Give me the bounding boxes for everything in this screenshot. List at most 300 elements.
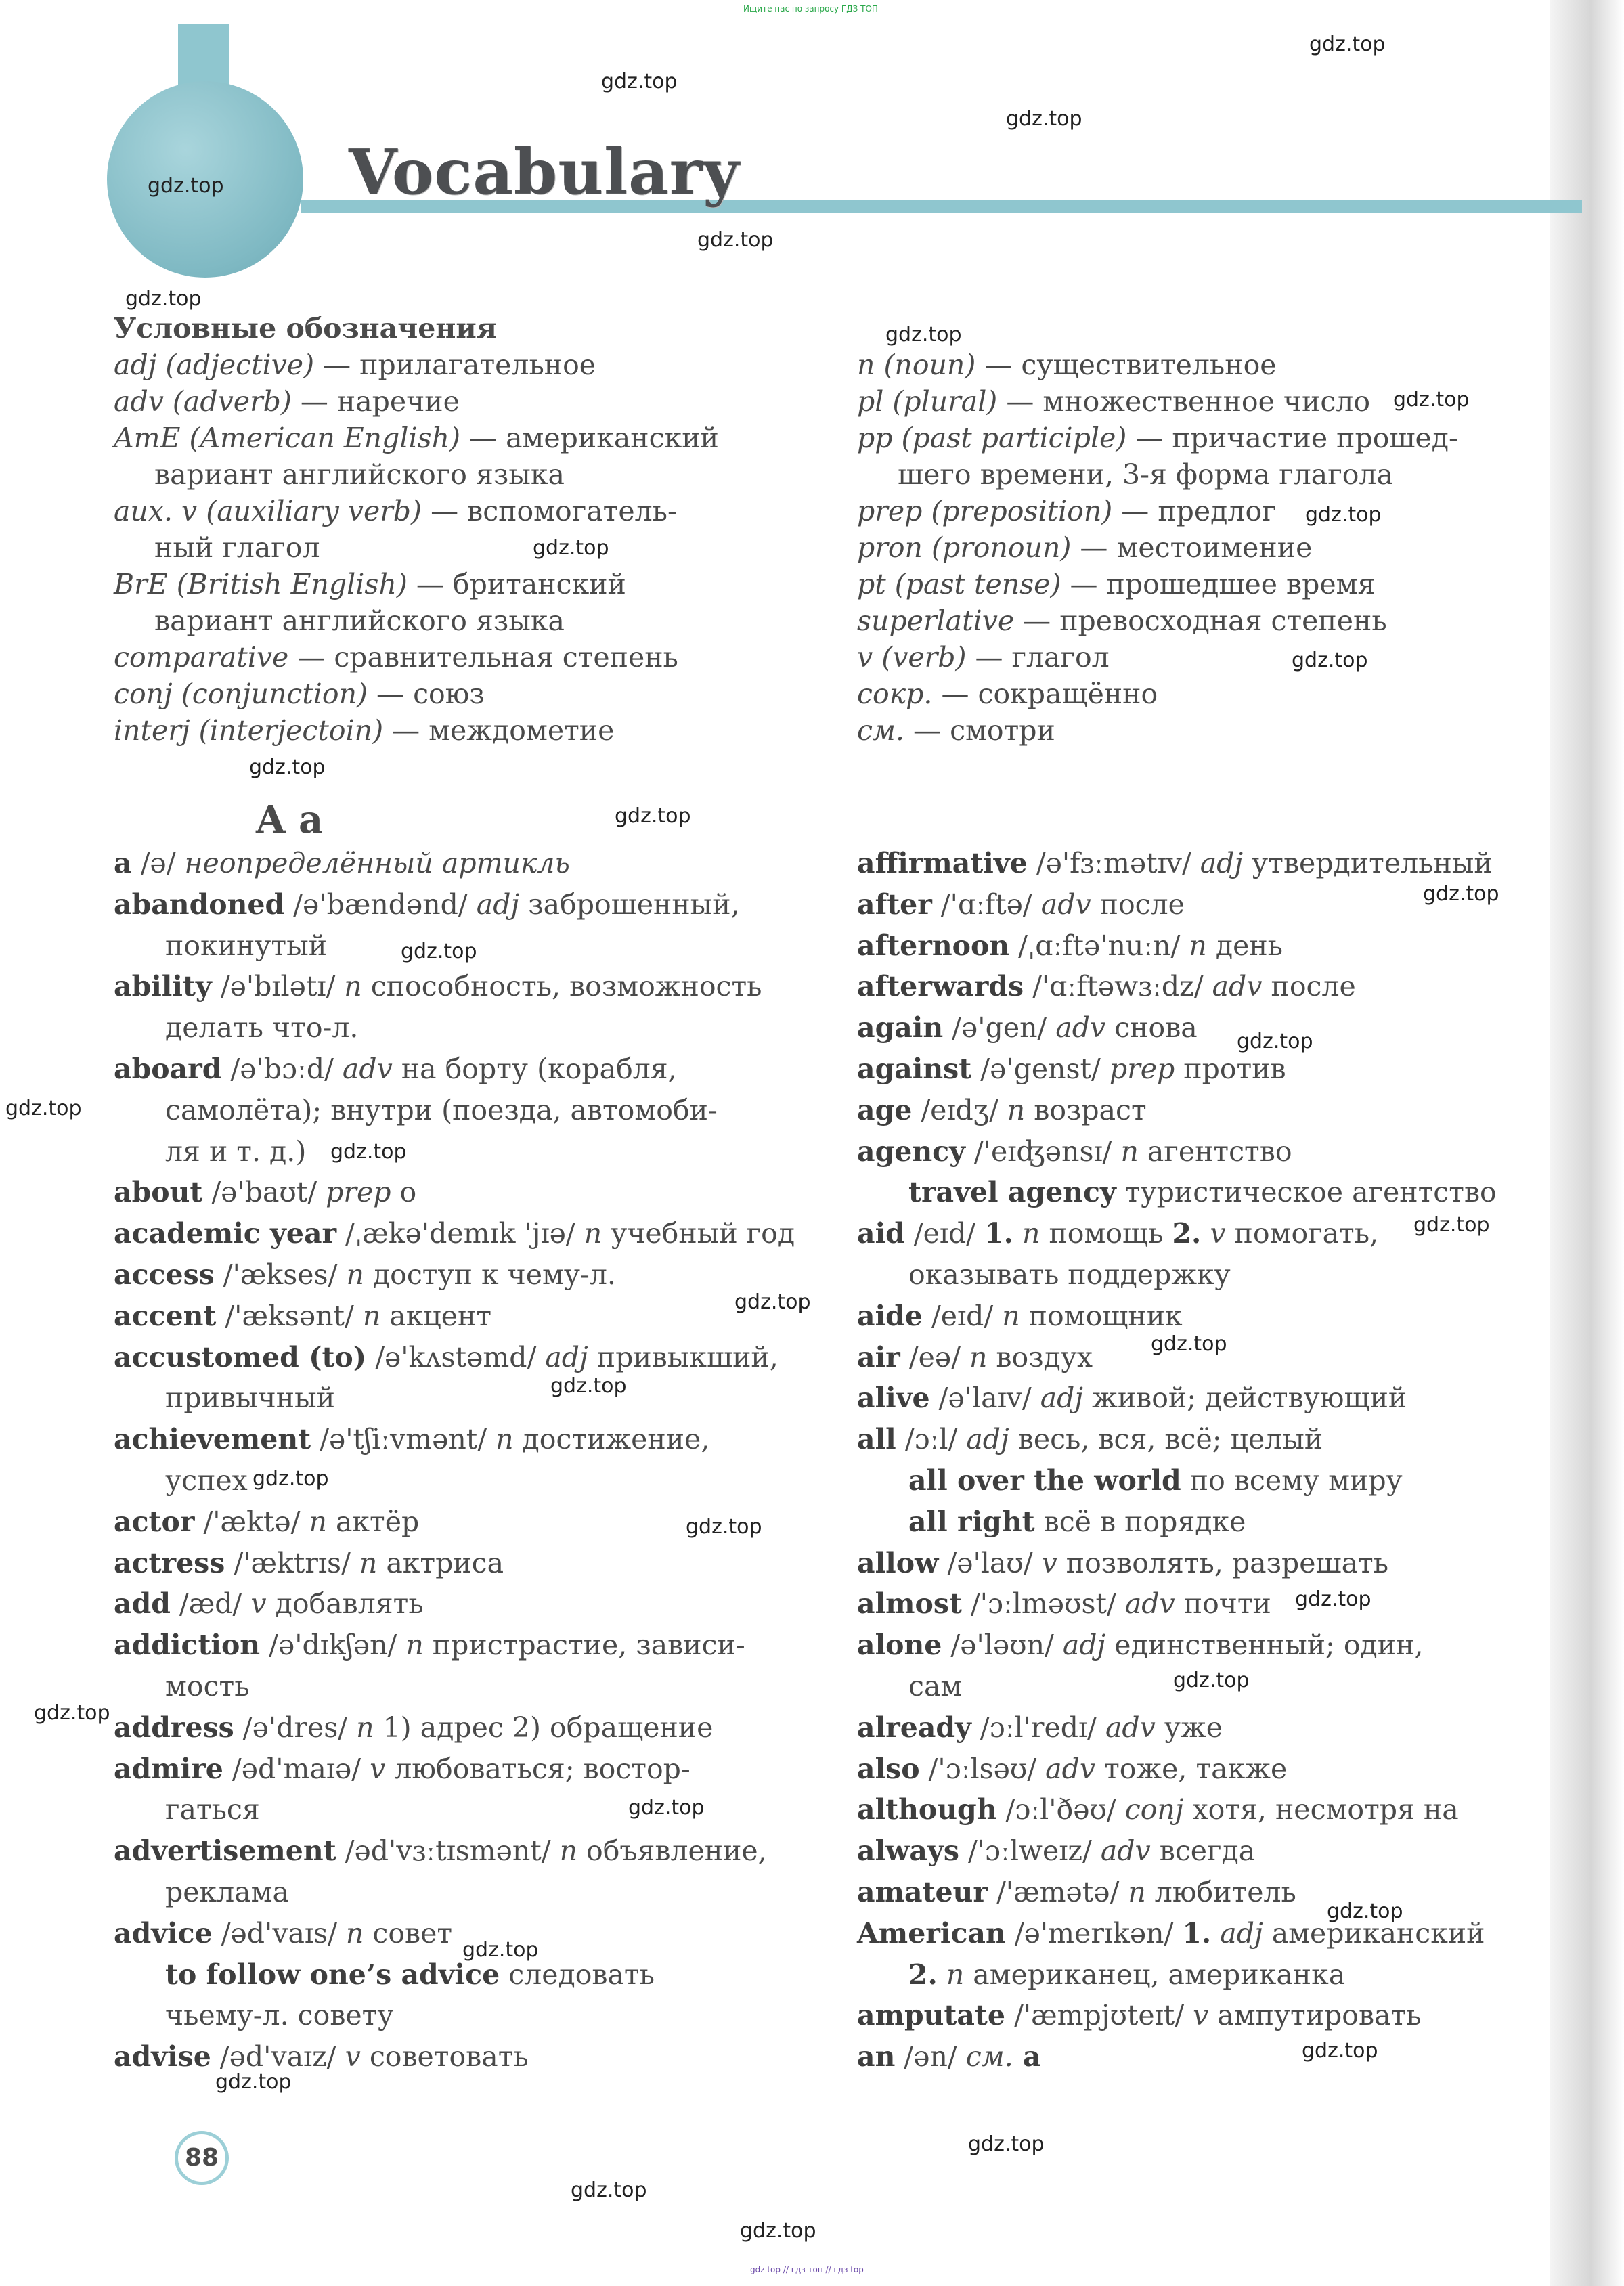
entry-pos: adj [1040,1382,1084,1415]
entry-pos: n [345,1916,364,1950]
watermark-text: gdz.top [330,1140,407,1164]
legend-item [114,566,719,602]
entry-line [857,1995,1497,2036]
entry-translation: покинутый [165,929,328,962]
legend-item [114,456,719,493]
entry-phonetic: /ə'bændənd/ [284,887,477,921]
entry-sense-number: a [1013,2040,1041,2073]
entry-word: abandoned [114,887,285,921]
entry-phonetic: /ə/ [131,847,185,879]
legend-abbr: interj (interjectoin) [114,714,384,747]
legend-abbr: conj (conjunction) [114,678,368,710]
watermark-text: gdz.top [1327,1899,1403,1923]
entry-translation: позволять, разрешать [1057,1546,1389,1579]
entry-word: achievement [114,1423,311,1456]
entry-line [114,1913,795,1954]
entry-phonetic: /ə'merɪkən/ [1005,1916,1183,1950]
legend-item [857,566,1458,602]
legend-abbr: comparative [114,641,289,674]
entry-phonetic: /ə'bɪlətɪ/ [211,970,345,1003]
entry-pos: adj [1200,847,1244,879]
entry-word: affirmative [857,847,1028,879]
entry-line [857,1543,1497,1584]
legend-abbr: pp (past participle) [857,422,1127,454]
entry-pos: adj [476,887,520,921]
legend-abbr: pl (plural) [857,385,998,418]
entry-pos: n [344,970,362,1003]
watermark-text: gdz.top [253,1467,329,1491]
legend-abbr: superlative [857,605,1015,637]
entry-pos: n [969,1340,988,1373]
entry-line [857,1460,1497,1501]
legend-text: вариант английского языка [154,605,565,637]
watermark-text: gdz.top [1173,1669,1250,1692]
entry-word: actor [114,1505,195,1538]
entry-word: about [114,1176,203,1209]
entry-translation: актёр [326,1505,420,1538]
legend-left-list [114,347,719,749]
entry-word: a [114,847,132,879]
legend-text: — наречие [291,385,460,418]
entry-translation: доступ к чему-л. [364,1258,616,1291]
entry-word: actress [114,1546,225,1579]
entry-translation: единственный; один, [1105,1629,1424,1662]
watermark-text: gdz.top [740,2219,816,2243]
entry-word: aboard [114,1052,222,1085]
entry-line [114,1830,795,1872]
entry-pos: n [559,1834,578,1868]
entry-translation: акцент [380,1299,492,1332]
entry-word: aide [857,1299,923,1332]
entry-translation: оказывать поддержку [908,1258,1231,1291]
entry-line [857,925,1497,967]
entry-line [114,1131,795,1172]
entry-translation: пристрастие, зависи- [423,1629,745,1662]
entry-translation: весь, вся, всё; целый [1009,1423,1323,1456]
entry-word: alive [857,1382,930,1415]
legend-abbr: adj (adjective) [114,349,315,381]
entry-pos: n [1007,1093,1026,1126]
entry-word: academic year [114,1217,337,1250]
watermark-text: gdz.top [550,1374,627,1398]
legend-item [857,712,1458,749]
entry-word: advise [114,2040,211,2073]
entry-translation: на борту (корабля, [392,1052,677,1085]
entry-word: amateur [857,1875,988,1908]
entry-line [857,1583,1497,1625]
entry-phonetic: /'ækses/ [214,1258,347,1291]
entry-phonetic: /'ɔːlweɪz/ [959,1834,1101,1868]
legend-abbr: n (noun) [857,349,976,381]
entry-word: amputate [857,1999,1005,2032]
entry-pos: n [1128,1875,1146,1908]
legend-text: — сокращённо [932,678,1158,710]
legend-item [857,639,1458,676]
page-number: 88 [175,2131,229,2185]
watermark-text: gdz.top [1292,649,1368,672]
bottom-note: gdz top // гдз топ // гдз top [750,2265,864,2274]
legend-text: — местоимение [1071,531,1313,564]
entry-pos: adj [1062,1629,1106,1662]
entry-line [114,1583,795,1625]
entry-phonetic: /ə'bɔːd/ [221,1052,343,1085]
entry-word: addiction [114,1629,261,1662]
entry-line [857,1419,1497,1460]
entry-translation: возраст [1025,1093,1147,1126]
watermark-text: gdz.top [5,1097,82,1120]
watermark-text: gdz.top [148,174,224,198]
entry-translation: тоже, также [1095,1752,1288,1785]
entry-translation: воздух [987,1340,1093,1373]
entry-line [857,1501,1497,1543]
entry-pos: adj [545,1340,588,1373]
legend-text: вариант английского языка [154,458,565,491]
legend-abbr: aux. v (auxiliary verb) [114,495,422,527]
entry-phonetic: /'æmətə/ [987,1875,1128,1908]
entry-line [114,1254,795,1296]
entry-translation: ампутировать [1208,1999,1422,2032]
top-note: Ищите нас по запросу ГДЗ ТОП [743,4,878,14]
entry-pos: n [405,1629,424,1662]
entry-translation: делать что-л. [165,1011,359,1045]
entry-phonetic: /ə'gen/ [943,1011,1056,1045]
entry-pos: adv [1100,1834,1151,1868]
entry-line [114,1707,795,1749]
legend-abbr: BrE (British English) [114,568,408,600]
entry-pos: adv [1040,887,1091,921]
entry-word: after [857,887,932,921]
entry-translation: учебный год [602,1217,795,1250]
watermark-text: gdz.top [628,1796,705,1820]
entry-line [857,1296,1497,1337]
entry-phonetic: /eɪd/ [922,1299,1003,1332]
entry-translation: против [1175,1052,1286,1085]
entry-translation: привыкший, [588,1340,778,1373]
entry-phonetic: /ə'genst/ [971,1052,1110,1085]
entry-translation: уже [1155,1711,1223,1744]
entry-pos: adv [1124,1587,1175,1621]
entry-phonetic: /ə'laʊ/ [938,1546,1042,1579]
entry-word: accent [114,1299,217,1332]
entry-translation: после [1262,970,1356,1003]
entry-word: add [114,1587,171,1621]
entry-translation: реклама [165,1875,289,1908]
entry-line [114,1954,795,1996]
entry-translation: всё в порядке [1034,1505,1246,1538]
entry-line [114,884,795,925]
entry-line [114,1749,795,1790]
legend-text: — вспомогатель- [422,495,677,527]
entry-word: admire [114,1752,223,1785]
entry-pos: n [346,1258,364,1291]
entry-translation: гаться [165,1793,260,1826]
entry-line [857,1749,1497,1790]
entry-translation: 1) адрес 2) обращение [374,1711,714,1744]
legend-item [114,420,719,456]
entry-translation: помощник [1019,1299,1183,1332]
watermark-text: gdz.top [462,1938,539,1962]
entry-sense-number: 2. [908,1958,938,1991]
entry-translation: почти [1175,1587,1271,1621]
watermark-text: gdz.top [968,2132,1045,2156]
entry-phonetic: /ə'tʃiːvmənt/ [311,1423,496,1456]
legend-text: — глагол [966,641,1110,674]
entry-translation: успех [165,1464,248,1497]
entry-pos: n [937,1958,965,1991]
legend-right-column [857,347,1458,749]
legend-abbr: pron (pronoun) [857,531,1072,564]
entry-pos: adv [342,1052,393,1085]
entries-right-column [857,843,1497,2078]
entry-translation: привычный [165,1382,336,1415]
legend-item [857,347,1458,383]
watermark-text: gdz.top [1393,388,1470,412]
entry-pos: adv [1105,1711,1156,1744]
entry-word: alone [857,1629,942,1662]
legend-abbr: v (verb) [857,641,967,674]
entry-pos: v [1201,1217,1226,1250]
legend-text: — причастие прошед- [1126,422,1458,454]
legend-abbr: adv (adverb) [114,385,292,418]
entry-phonetic: /ˌækə'demɪk 'jɪə/ [336,1217,584,1250]
legend-item [114,676,719,712]
entry-line [114,1049,795,1090]
entry-line [114,1460,795,1501]
legend-text: ный глагол [154,531,320,564]
entry-translation: мость [165,1669,250,1702]
entry-line [857,1625,1497,1666]
legend-item [114,639,719,676]
legend-item [857,383,1458,420]
entry-pos: неопределённый артикль [184,847,570,879]
page-edge-shadow [1550,0,1624,2286]
entry-word: although [857,1793,997,1826]
entry-line [114,1296,795,1337]
entry-word: American [857,1916,1006,1950]
entry-translation: совет [364,1916,453,1950]
entry-line [857,1954,1497,1996]
legend-item [114,493,719,529]
entry-pos: n [359,1546,378,1579]
entry-phonetic: /'ɑːftəwɜːdz/ [1024,970,1212,1003]
entry-translation: способность, возможность [361,970,762,1003]
watermark-text: gdz.top [1423,882,1499,906]
entry-pos: v [1041,1546,1057,1579]
entry-phonetic: /ˌɑːftə'nuːn/ [1009,929,1189,962]
entry-phonetic: /ə'ləʊn/ [942,1629,1063,1662]
entry-pos: adj [1211,1916,1263,1950]
entry-phonetic: /əd'vaɪz/ [211,2040,345,2073]
entry-word: aid [857,1217,905,1250]
entry-pos: adj [966,1423,1009,1456]
legend-item [114,383,719,420]
legend-abbr: pt (past tense) [857,568,1061,600]
legend-text: — междометие [383,714,615,747]
entry-phonetic: /eɪd/ [904,1217,985,1250]
entry-word: all over the world [908,1464,1181,1497]
legend-heading: Условные обозначения [114,312,498,345]
entry-word: to follow one’s advice [165,1958,500,1991]
entry-line [857,1172,1497,1213]
entry-word: advertisement [114,1834,336,1868]
entry-phonetic: /əd'vaɪs/ [212,1916,346,1950]
legend-text: — прилагательное [314,349,596,381]
entry-word: again [857,1011,944,1045]
legend-item [114,602,719,639]
entry-phonetic: /'æktrɪs/ [225,1546,359,1579]
entry-line [857,1830,1497,1872]
legend-abbr: prep (preposition) [857,495,1113,527]
watermark-text: gdz.top [885,323,962,347]
entry-word: ability [114,970,212,1003]
entry-word: an [857,2040,896,2073]
entry-pos: prep [1109,1052,1175,1085]
entry-phonetic: /əd'maɪə/ [223,1752,370,1785]
legend-text: — предлог [1112,495,1277,527]
watermark-text: gdz.top [615,804,691,828]
entry-sense-number: 1. [1182,1916,1212,1950]
entry-line [857,1049,1497,1090]
watermark-text: gdz.top [1302,2039,1378,2063]
legend-text: — союз [368,678,485,710]
entry-word: allow [857,1546,939,1579]
page-title: Vocabulary [349,135,740,208]
entry-line [114,1090,795,1131]
entry-translation: чьему-л. совету [165,1999,394,2032]
legend-item [857,676,1458,712]
entry-line [857,1707,1497,1749]
entry-pos: conj [1124,1793,1184,1826]
entry-pos: prep [326,1176,391,1209]
entry-line [857,843,1497,884]
entry-phonetic: /'æmpjʊteɪt/ [1005,1999,1193,2032]
entry-phonetic: /eɪdʒ/ [912,1093,1007,1126]
entry-line [857,1090,1497,1131]
watermark-text: gdz.top [533,536,609,560]
legend-text: — сравнительная степень [288,641,678,674]
entry-line [114,1543,795,1584]
entry-sense-number: 1. [984,1217,1013,1250]
entry-translation: актриса [377,1546,504,1579]
entry-line [857,1789,1497,1830]
entry-pos: n [309,1505,327,1538]
watermark-text: gdz.top [571,2178,647,2202]
entry-phonetic: /ɔːl'ðəʊ/ [996,1793,1125,1826]
legend-text: — смотри [904,714,1055,747]
entry-word: advice [114,1916,213,1950]
entry-translation: самолёта); внутри (поезда, автомоби- [165,1093,718,1126]
entry-phonetic: /ə'fɜːmətɪv/ [1027,847,1200,879]
legend-item [857,529,1458,566]
entry-translation: любитель [1145,1875,1296,1908]
legend-text: — британский [407,568,626,600]
entry-phonetic: /ə'laɪv/ [929,1382,1040,1415]
entry-pos: n [1120,1135,1139,1168]
watermark-text: gdz.top [125,287,202,311]
watermark-text: gdz.top [686,1515,762,1539]
entry-line [857,1131,1497,1172]
entry-line [114,1172,795,1213]
entry-translation: добавлять [266,1587,424,1621]
entry-pos: n [1013,1217,1040,1250]
entry-pos: n [1002,1299,1020,1332]
entry-translation: день [1206,929,1283,962]
entry-pos: n [584,1217,602,1250]
legend-abbr: AmE (American English) [114,422,460,454]
watermark-text: gdz.top [1413,1213,1490,1237]
watermark-text: gdz.top [601,70,678,93]
entry-word: afternoon [857,929,1010,962]
entry-phonetic: /'eɪʤənsɪ/ [965,1135,1121,1168]
entry-pos: v [345,2040,361,2073]
entry-phonetic: /ən/ [895,2040,966,2073]
entry-sense-number: 2. [1172,1217,1202,1250]
entry-pos: v [370,1752,386,1785]
entry-phonetic: /ə'dres/ [234,1711,357,1744]
entry-word: air [857,1340,900,1373]
entry-phonetic: /ə'dɪkʃən/ [260,1629,406,1662]
entry-phonetic: /'ɔːlsəʊ/ [919,1752,1046,1785]
watermark-text: gdz.top [401,940,477,963]
entry-phonetic: /əd'vɜːtɪsmənt/ [336,1834,560,1868]
legend-text: — существительное [975,349,1277,381]
legend-text: — множественное число [997,385,1371,418]
legend-item [857,456,1458,493]
entry-phonetic: /ɔːl/ [896,1423,967,1456]
entry-translation: заброшенный, [519,887,740,921]
legend-item [114,712,719,749]
legend-text: — американский [460,422,719,454]
legend-left-column [114,310,719,749]
entry-translation: следовать [500,1958,655,1991]
entry-translation: объявление, [577,1834,767,1868]
entry-phonetic: /æd/ [170,1587,251,1621]
entry-translation: живой; действующий [1083,1382,1407,1415]
entry-translation: помощь [1040,1217,1172,1250]
entry-line [857,966,1497,1007]
entry-line [857,1254,1497,1296]
watermark-text: gdz.top [1309,32,1386,56]
entry-line [114,1378,795,1419]
entry-phonetic: /'æksənt/ [216,1299,363,1332]
watermark-text: gdz.top [215,2070,292,2094]
entry-line [114,1625,795,1666]
entry-line [857,2036,1497,2078]
entry-phonetic: /'æktə/ [194,1505,309,1538]
entry-line [114,1007,795,1049]
entry-line [114,1666,795,1707]
entry-word: almost [857,1587,962,1621]
entry-word: access [114,1258,215,1291]
entry-pos: n [496,1423,514,1456]
legend-abbr: сокр. [857,678,933,710]
watermark-text: gdz.top [1006,107,1082,131]
entry-line [857,1007,1497,1049]
entry-word: age [857,1093,913,1126]
watermark-text: gdz.top [1295,1587,1371,1611]
entry-word: travel agency [908,1176,1116,1209]
entries-left-column [114,843,795,2078]
entry-word: all [857,1423,896,1456]
legend-text: — прошедшее время [1061,568,1376,600]
entry-word: all right [908,1505,1035,1538]
entry-line [114,1872,795,1913]
entry-pos: n [362,1299,381,1332]
watermark-text: gdz.top [1305,503,1382,527]
entry-translation: американец, американка [964,1958,1346,1991]
entry-translation: сам [908,1669,963,1702]
legend-item [857,420,1458,456]
